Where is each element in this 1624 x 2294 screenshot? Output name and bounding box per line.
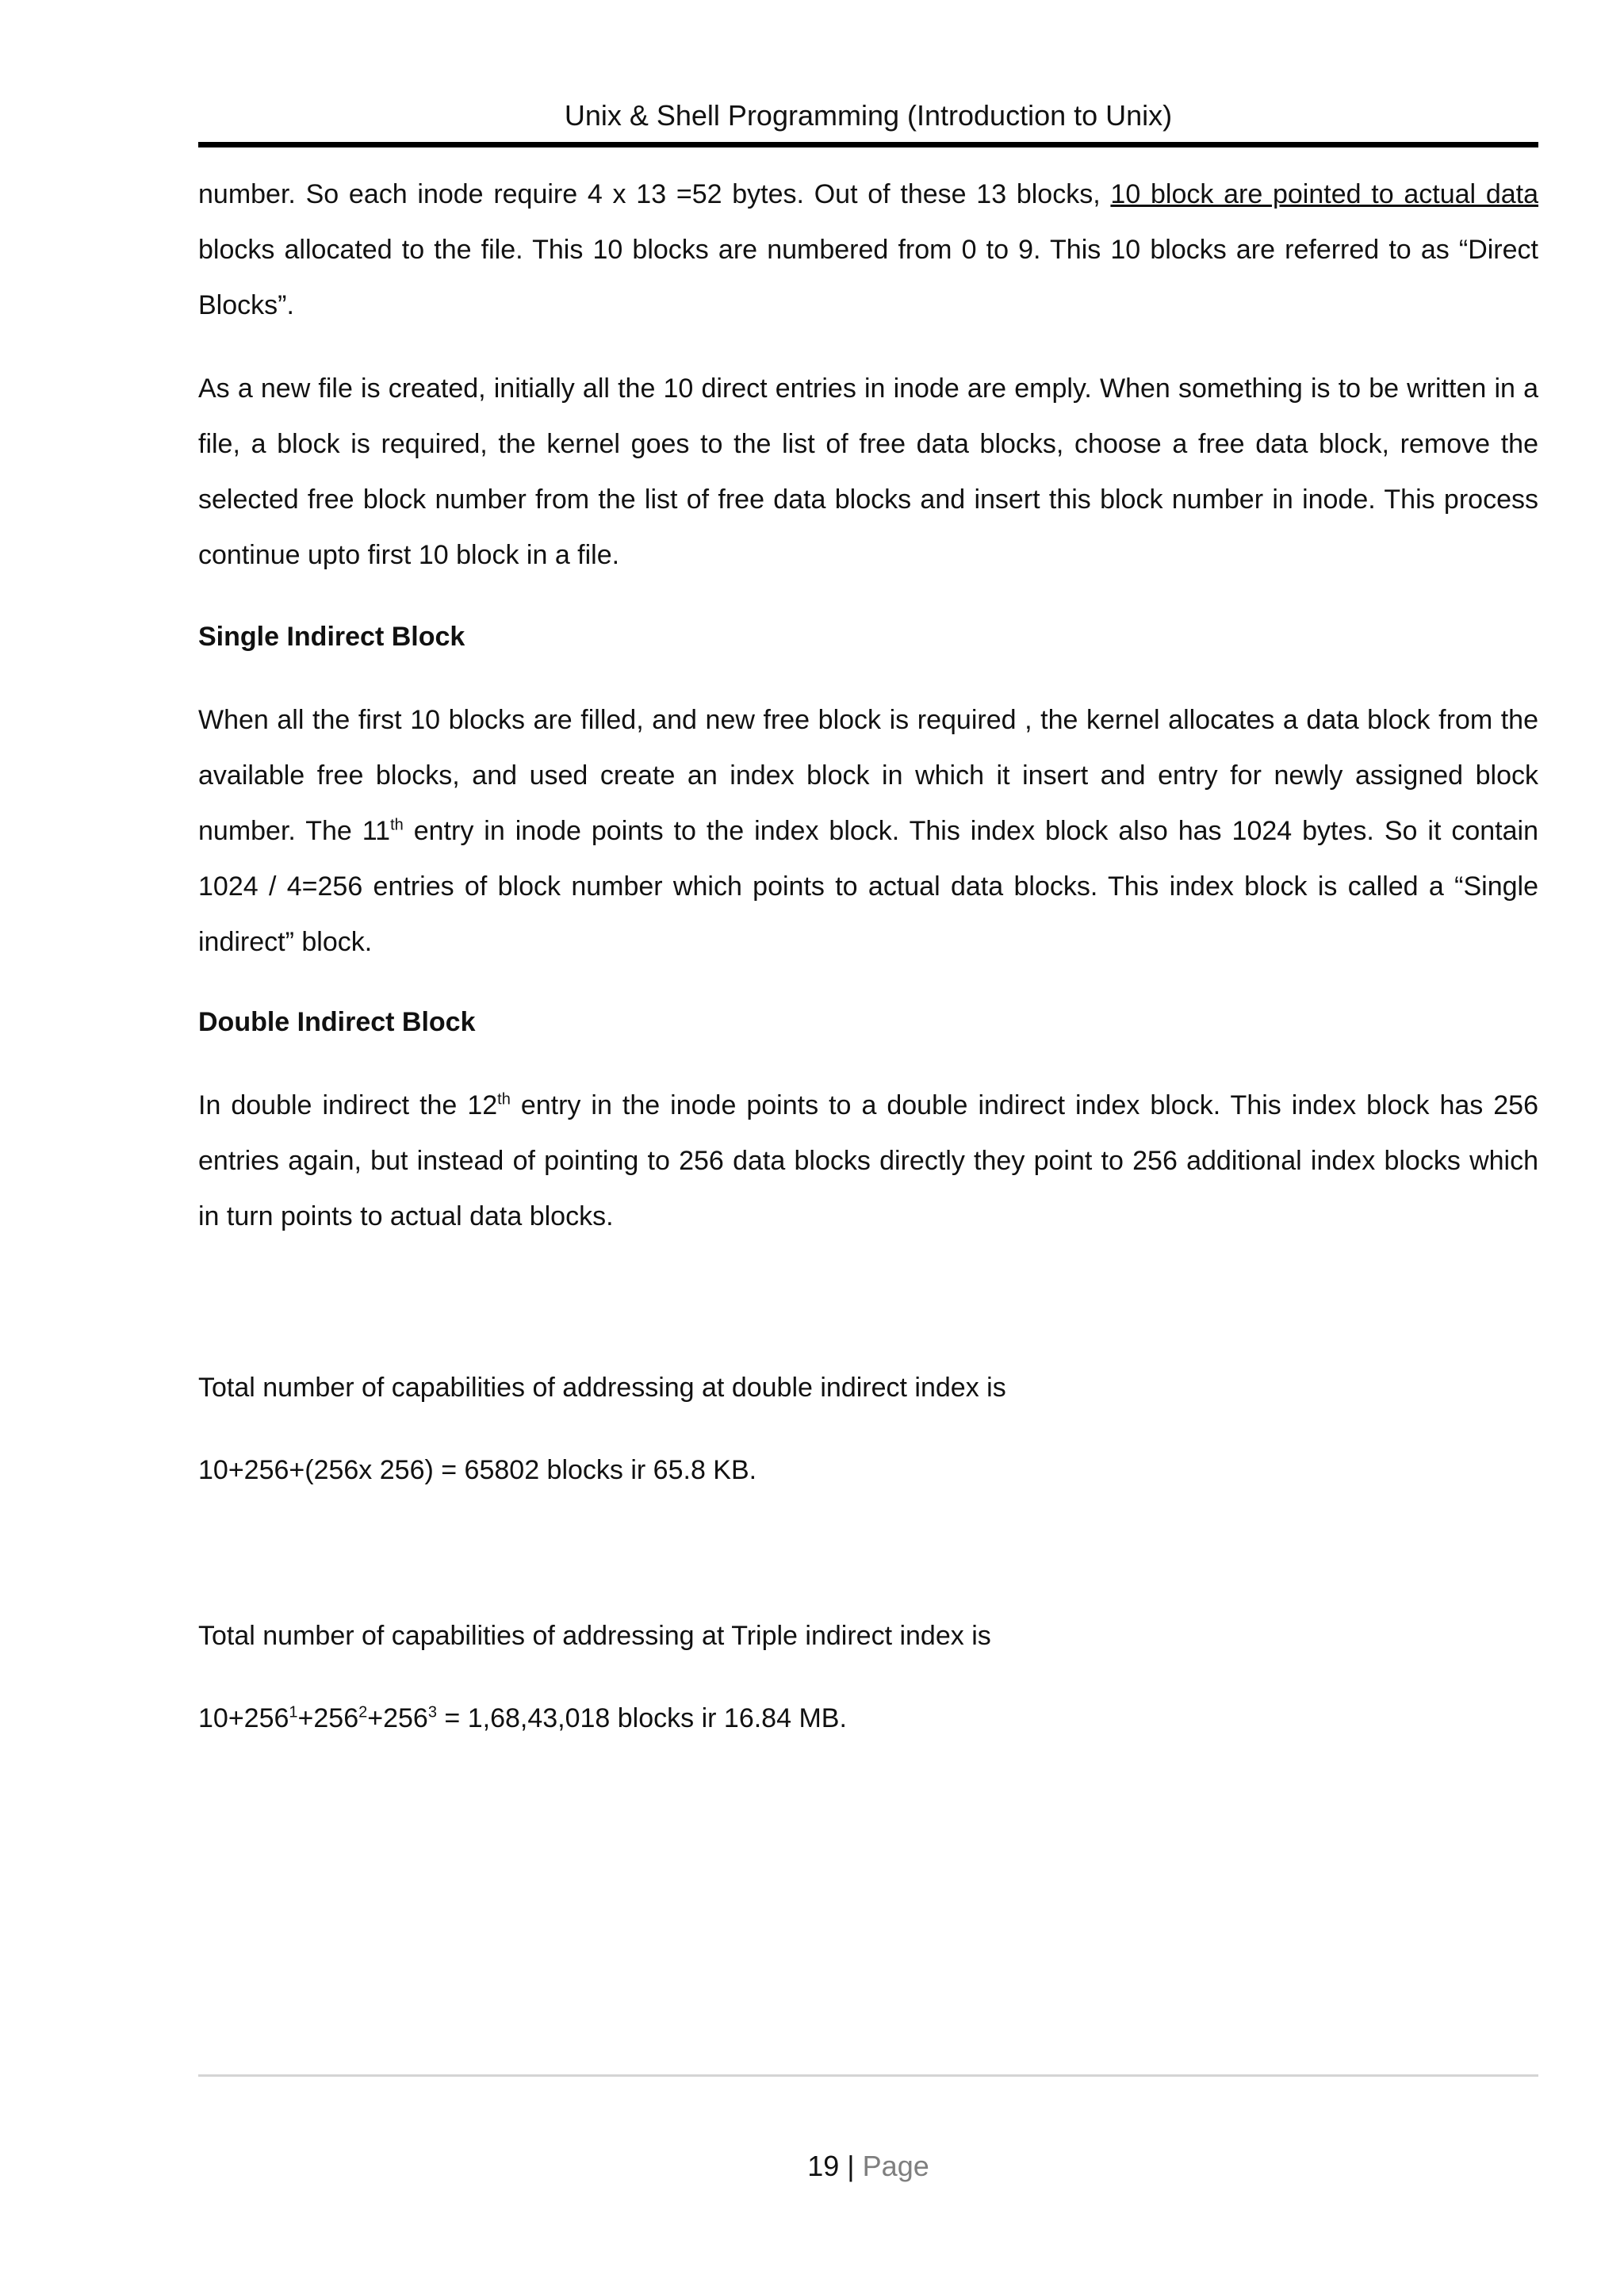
page-number: 19 [807,2150,840,2182]
triple-formula-sup1: 1 [289,1703,298,1721]
p4-text-start: In double indirect the 12 [198,1090,498,1120]
double-total-label: Total number of capabilities of addressing at double indirect index is [198,1373,1006,1403]
triple-formula-sup3: 3 [427,1703,437,1721]
triple-formula-b: +256 [297,1703,359,1733]
triple-formula-sup2: 2 [358,1703,368,1721]
p4-text-end: entry in the inode points to a double indirect index block. This index block has 256 entries again, but instead of pointing to 256 data blocks directly they point to 256 additional index blocks which in turn points to actual data blocks. [198,1090,1538,1231]
p3-superscript: th [390,816,404,834]
heading-single-indirect-block: Single Indirect Block [198,622,465,652]
paragraph-new-file: As a new file is created, initially all the 10 direct entries in inode are emply. When something is to be written in a file, a block is required, the kernel goes to the list of free data blocks, choose a free data block, remove the selected free block number from the list of free data blocks and insert this block number in inode. This process continue upto first 10 block in a file. [198,373,1538,570]
double-total-formula: 10+256+(256x 256) = 65802 blocks ir 65.8 KB. [198,1455,757,1485]
triple-formula-c: +256 [367,1703,428,1733]
footer-rule [198,2074,1538,2077]
page-header-title: Unix & Shell Programming (Introduction to Unix) [564,99,1173,132]
p1-text-end: blocks allocated to the file. This 10 blocks are numbered from 0 to 9. This 10 blocks are referred to as “Direct Blocks”. [198,235,1538,320]
paragraph-single-indirect [198,692,1538,970]
triple-formula-a: 10+256 [198,1703,289,1733]
header-rule [198,142,1538,147]
p1-text-start: number. So each inode require 4 x 13 =52 bytes. Out of these 13 blocks, [198,179,1111,209]
triple-formula-d: = 1,68,43,018 blocks ir 16.84 MB. [436,1703,847,1733]
heading-double-indirect-block: Double Indirect Block [198,1007,476,1037]
triple-total-formula [198,1699,847,1737]
footer-separator: | [847,2150,855,2182]
p4-superscript: th [497,1090,511,1109]
p3-text-end: entry in inode points to the index block. This index block also has 1024 bytes. So it contain 1024 / 4=256 entries of block number which points to actual data blocks. This index block is called a “Single indirect” block. [198,816,1538,957]
p1-underlined-text: 10 block are pointed to actual data [1110,179,1539,209]
page-word: Page [862,2150,929,2182]
triple-total-label: Total number of capabilities of addressing at Triple indirect index is [198,1621,991,1651]
page-footer [198,2147,1538,2185]
p3-text-start: When all the first 10 blocks are filled, and new free block is required , the kernel allocates a data block from the available free blocks, and used create an index block in which it insert and entry for newly assigned block number. The 11 [198,705,1538,846]
paragraph-double-indirect [198,1078,1538,1244]
paragraph-direct-blocks [198,167,1538,333]
